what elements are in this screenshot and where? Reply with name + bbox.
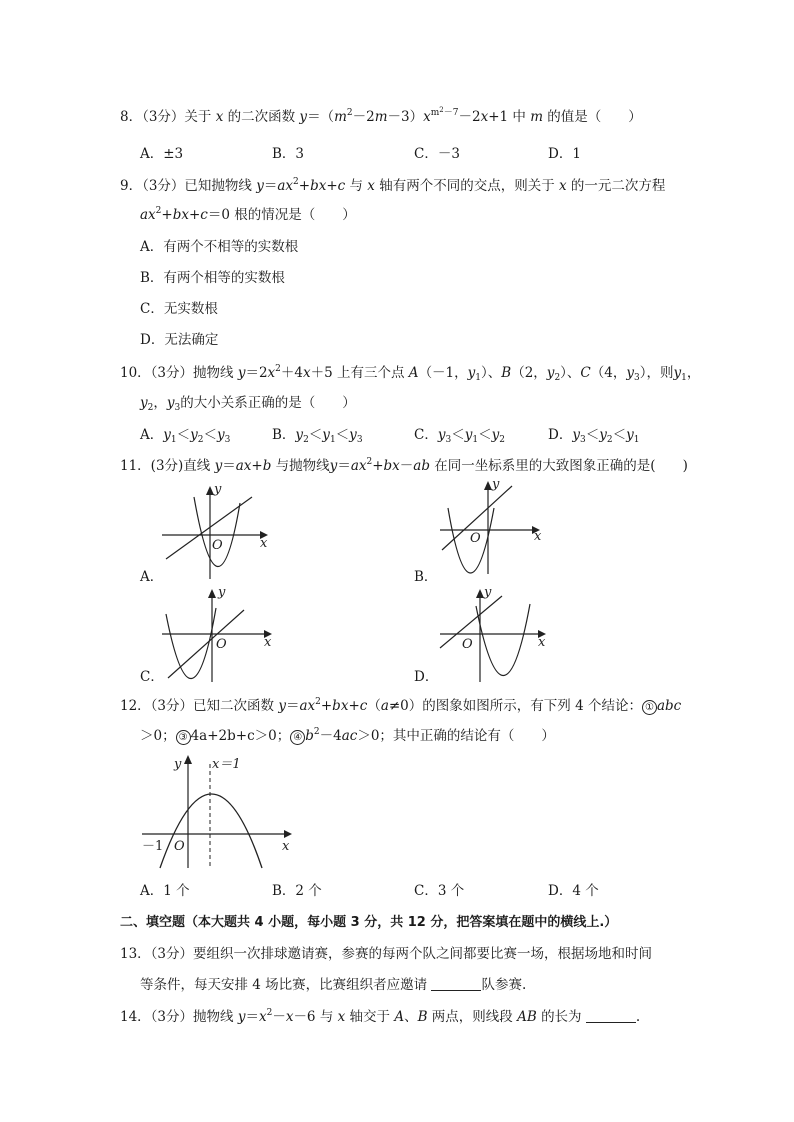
q9-option-b: B．有两个相等的实数根 [140, 270, 285, 286]
q13-stem-line1: 13．（3分）要组织一次排球邀请赛，参赛的每两个队之间都要比赛一场，根据场地和时间 [120, 946, 653, 962]
q10-option-d: D．$y_3<y_2<y_1$ [548, 427, 640, 445]
q10-option-c: C．$y_3<y_1<y_2$ [414, 427, 505, 445]
q11-label-a: A． [140, 569, 164, 585]
q12-neg1-label: －1 [142, 839, 164, 854]
q14-stem: 14．（3分）抛物线 $y=x^2-x-6$ 与 x 轴交于 A、B 两点，则线段 AB 的长为 . [120, 1008, 641, 1025]
svg-text:x: x [534, 529, 542, 544]
q10-option-a: A．$y_1<y_2<y_3$ [140, 427, 231, 445]
q12-graph [132, 750, 302, 870]
q12-option-c: C．3 个 [414, 883, 465, 899]
q12-option-b: B．2 个 [272, 883, 322, 899]
q10-stem-line1: 10．（3分）抛物线 $y=2x^2+4x+5$ 上有三个点 A（－1，$y_1$）、B（2，$y_2$）、C（4，$y_3$），则$y_1$， [120, 364, 701, 383]
svg-text:O: O [212, 538, 223, 553]
q11-graph-b [436, 478, 566, 578]
q11-label-b: B． [414, 569, 438, 585]
q11-stem: 11．(3分)直线 y＝ax+b 与抛物线$y=ax^2+bx-ab$ 在同一坐标系里的大致图象正确的是( ) [120, 457, 688, 474]
q14-answer-blank[interactable] [586, 1009, 636, 1023]
q12-stem-line2: ＞0； ③ 4a+2b+c＞0； ④ $b^2-4ac>0$；其中正确的结论有（ ） [140, 727, 555, 744]
svg-text:x: x [260, 536, 268, 551]
q9-option-c: C．无实数根 [140, 301, 218, 317]
q9-stem-line2: $ax^2+bx+c=0$ 根的情况是（ ） [140, 206, 356, 223]
q12-origin-label: O [174, 839, 185, 854]
q12-vertex-label: x＝1 [212, 757, 241, 772]
svg-text:y: y [492, 478, 500, 492]
q9-option-a: A．有两个不相等的实数根 [140, 239, 299, 255]
q13-answer-blank[interactable] [431, 977, 481, 991]
q12-option-d: D．4 个 [548, 883, 599, 899]
svg-text:y: y [218, 586, 226, 600]
svg-text:y: y [484, 586, 492, 600]
svg-text:y: y [214, 483, 222, 497]
q11-label-c: C． [140, 669, 164, 685]
q8-option-d: D．1 [548, 146, 581, 162]
q8-option-b: B．3 [272, 146, 305, 162]
q12-option-a: A．1 个 [140, 883, 190, 899]
q12-y-label: y [174, 757, 182, 772]
q13-stem-line2: 等条件，每天安排 4 场比赛，比赛组织者应邀请 队参赛. [140, 977, 527, 993]
section-2-heading: 二、填空题（本大题共 4 小题，每小题 3 分，共 12 分，把答案填在题中的横线上.） [120, 915, 618, 930]
q8-option-c: C．－3 [414, 146, 460, 162]
q11-label-d: D． [414, 669, 439, 685]
q12-x-label: x [282, 839, 290, 854]
q8-stem: 8．（3分）关于 x 的二次函数 $y=(m^2-2m-3)x^{m^2-7}-2x+1$ 中 m 的值是（ ） [120, 106, 642, 125]
q10-option-b: B．$y_2<y_1<y_3$ [272, 427, 363, 445]
svg-text:O: O [216, 637, 227, 652]
q11-graph-a [158, 483, 288, 583]
q8-option-a: A．±3 [140, 146, 184, 162]
q9-stem-line1: 9．（3分）已知抛物线 $y=ax^2+bx+c$ 与 x 轴有两个不同的交点，则关于 x 的一元二次方程 [120, 177, 666, 194]
svg-text:O: O [470, 531, 481, 546]
q11-graph-d [436, 586, 566, 686]
q10-stem-line2: $y_2$，$y_3$的大小关系正确的是（ ） [140, 395, 356, 413]
q9-option-d: D．无法确定 [140, 332, 219, 348]
svg-text:O: O [462, 637, 473, 652]
svg-text:x: x [538, 635, 546, 650]
q12-stem-line1: 12．（3分）已知二次函数 $y=ax^2+bx+c(a\ne 0)$的图象如图所示，有下列 4 个结论： ① abc [120, 697, 682, 714]
svg-text:x: x [264, 635, 272, 650]
q11-graph-c [158, 586, 288, 686]
